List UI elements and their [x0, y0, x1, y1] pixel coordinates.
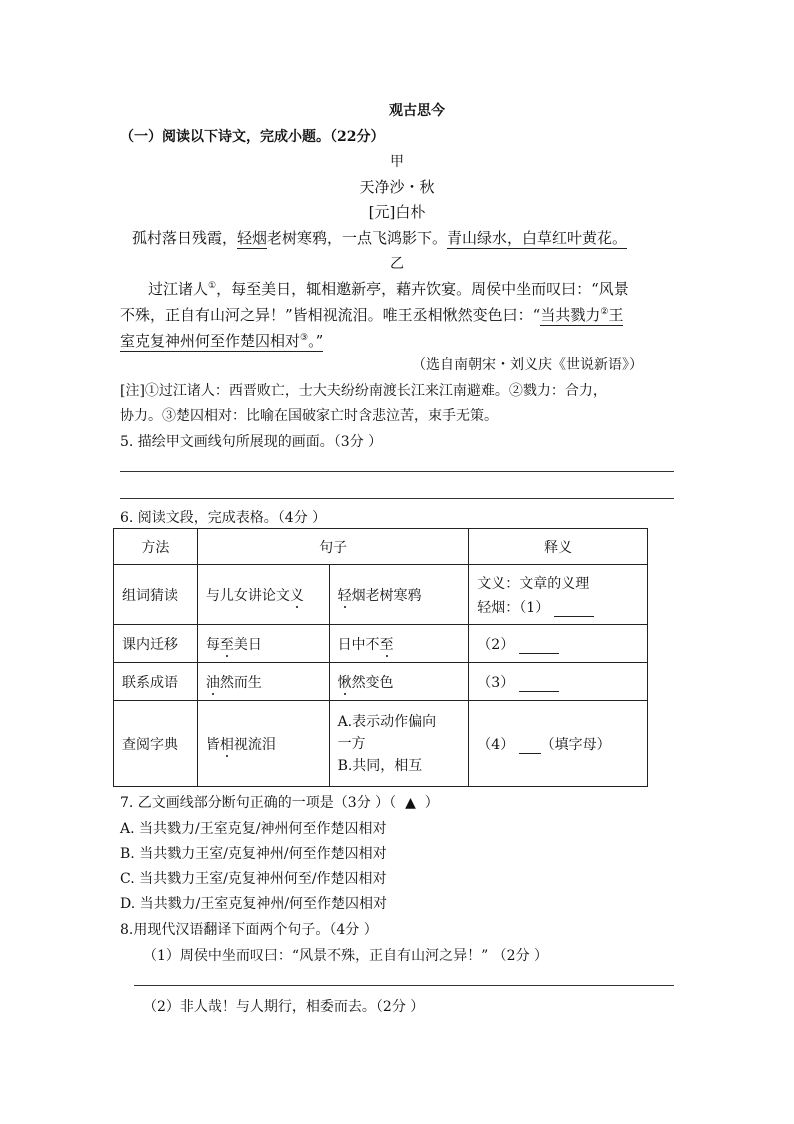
fill-blank[interactable]: [519, 679, 559, 692]
passage-yi-line1: 过江诸人①，每至美日，辄相邀新亭，藉卉饮宴。周侯中坐而叹曰：“风景: [148, 280, 629, 298]
header-sentence: 句子: [197, 529, 468, 565]
q6-table: [113, 528, 648, 787]
poem-underlined-sentence: 青山绿水，白草红叶黄花。: [447, 229, 628, 247]
sentence-cell: 每至美日: [197, 625, 329, 663]
option-d[interactable]: D. 当共戮力/王室克复神州/何至作楚囚相对: [120, 896, 388, 912]
meaning-cell: （4） （填字母）: [469, 701, 648, 787]
dotted-char: 相: [219, 736, 234, 753]
question-6: 6. 阅读文段，完成表格。（4分 ）: [120, 510, 327, 526]
poem-line: [132, 227, 627, 248]
option-b[interactable]: B. 当共戮力王室/克复神州/何至作楚囚相对: [120, 846, 387, 862]
question-8-sentence-1: （1）周侯中坐而叹曰：“风景不殊，正自有山河之异！” （2分 ）: [143, 948, 549, 964]
passage-jia-label: 甲: [390, 154, 404, 170]
table-row: [114, 701, 648, 787]
passage-yi-line2: 不殊，正自有山河之异！”皆相视流泪。唯王丞相愀然变色曰：“当共戮力②王: [120, 306, 624, 324]
sentence-cell: 日中不至: [329, 625, 469, 663]
sentence-cell: [329, 701, 469, 787]
answer-line[interactable]: [134, 985, 674, 986]
method-cell: 查阅字典: [114, 701, 198, 787]
dotted-char: 至: [379, 636, 394, 653]
header-method: 方法: [114, 529, 198, 565]
sentence-cell: 皆相视流泪: [197, 701, 329, 787]
answer-line[interactable]: [120, 471, 674, 472]
poem-segment: 孤村落日残霞，: [132, 229, 238, 247]
poem-title: 天净沙・秋: [359, 178, 435, 196]
dotted-char: 油: [205, 674, 220, 691]
meaning-text: 文义：文章的义理: [477, 575, 590, 592]
notes-line2: 协力。③楚囚相对：比喻在国破家亡时含悲泣苦，束手无策。: [120, 408, 498, 424]
fill-blank[interactable]: [519, 641, 559, 654]
answer-triangle-icon[interactable]: ▲: [405, 795, 416, 811]
meaning-text: 轻烟：（1）: [477, 597, 639, 617]
method-cell: 课内迁移: [114, 625, 198, 663]
poem-segment: 老树寒鸦，一点飞鸿影下。: [267, 229, 448, 247]
meaning-cell: （2）: [469, 625, 648, 663]
dotted-char: 愀: [337, 674, 352, 691]
sentence-cell: 油然而生: [197, 663, 329, 701]
option-text: B.共同，相互: [337, 757, 423, 774]
underlined-phrase: 室克复神州何至作楚囚相对③。”: [120, 332, 324, 350]
question-8: 8.用现代汉语翻译下面两个句子。（4分 ）: [120, 922, 378, 938]
sentence-cell: 轻烟老树寒鸦: [329, 565, 469, 625]
option-a[interactable]: A. 当共戮力/王室克复/神州何至作楚囚相对: [120, 821, 387, 837]
question-5: 5. 描绘甲文画线句所展现的画面。（3分 ）: [120, 434, 383, 450]
underlined-phrase: 当共戮力②王: [540, 306, 624, 324]
question-8-sentence-2: （2）非人哉！与人期行，相委而去。（2分 ）: [143, 999, 425, 1015]
dotted-char: 义: [289, 587, 304, 604]
option-text: A.表示动作偏向: [337, 713, 437, 730]
sentence-cell: 与儿女讲论文义: [197, 565, 329, 625]
passage-yi-line3: [120, 330, 323, 351]
sentence-cell: 愀然变色: [329, 663, 469, 701]
method-cell: 组词猜读: [114, 565, 198, 625]
option-text: 一方: [337, 735, 366, 752]
notes-line1: [注]①过江诸人：西晋败亡，士大夫纷纷南渡长江来江南避难。②戮力：合力，: [120, 383, 607, 399]
meaning-cell: （3）: [469, 663, 648, 701]
meaning-cell: [469, 565, 648, 625]
method-cell: 联系成语: [114, 663, 198, 701]
section-heading: （一）阅读以下诗文，完成小题。（22分）: [120, 129, 385, 145]
question-7: 7. 乙文画线部分断句正确的一项是（3分 ）（ ▲ ）: [120, 795, 439, 811]
page-title: 观古思今: [389, 103, 445, 119]
table-row: [114, 625, 648, 663]
header-meaning: 释义: [469, 529, 648, 565]
dotted-char: 轻: [337, 587, 352, 604]
fill-blank[interactable]: [519, 741, 541, 754]
poem-underlined-light-smoke: 轻烟: [237, 229, 268, 247]
answer-line[interactable]: [120, 498, 674, 499]
table-row: [114, 565, 648, 625]
poem-author: [元]白朴: [368, 203, 426, 221]
passage-source: （选自南朝宋・刘义庆《世说新语》）: [412, 357, 643, 373]
table-row: [114, 663, 648, 701]
option-c[interactable]: C. 当共戮力王室/克复神州何至/作楚囚相对: [120, 871, 387, 887]
fill-blank[interactable]: [554, 604, 594, 617]
table-header-row: [114, 529, 648, 565]
passage-yi-label: 乙: [390, 256, 404, 272]
dotted-char: 至: [219, 636, 234, 653]
